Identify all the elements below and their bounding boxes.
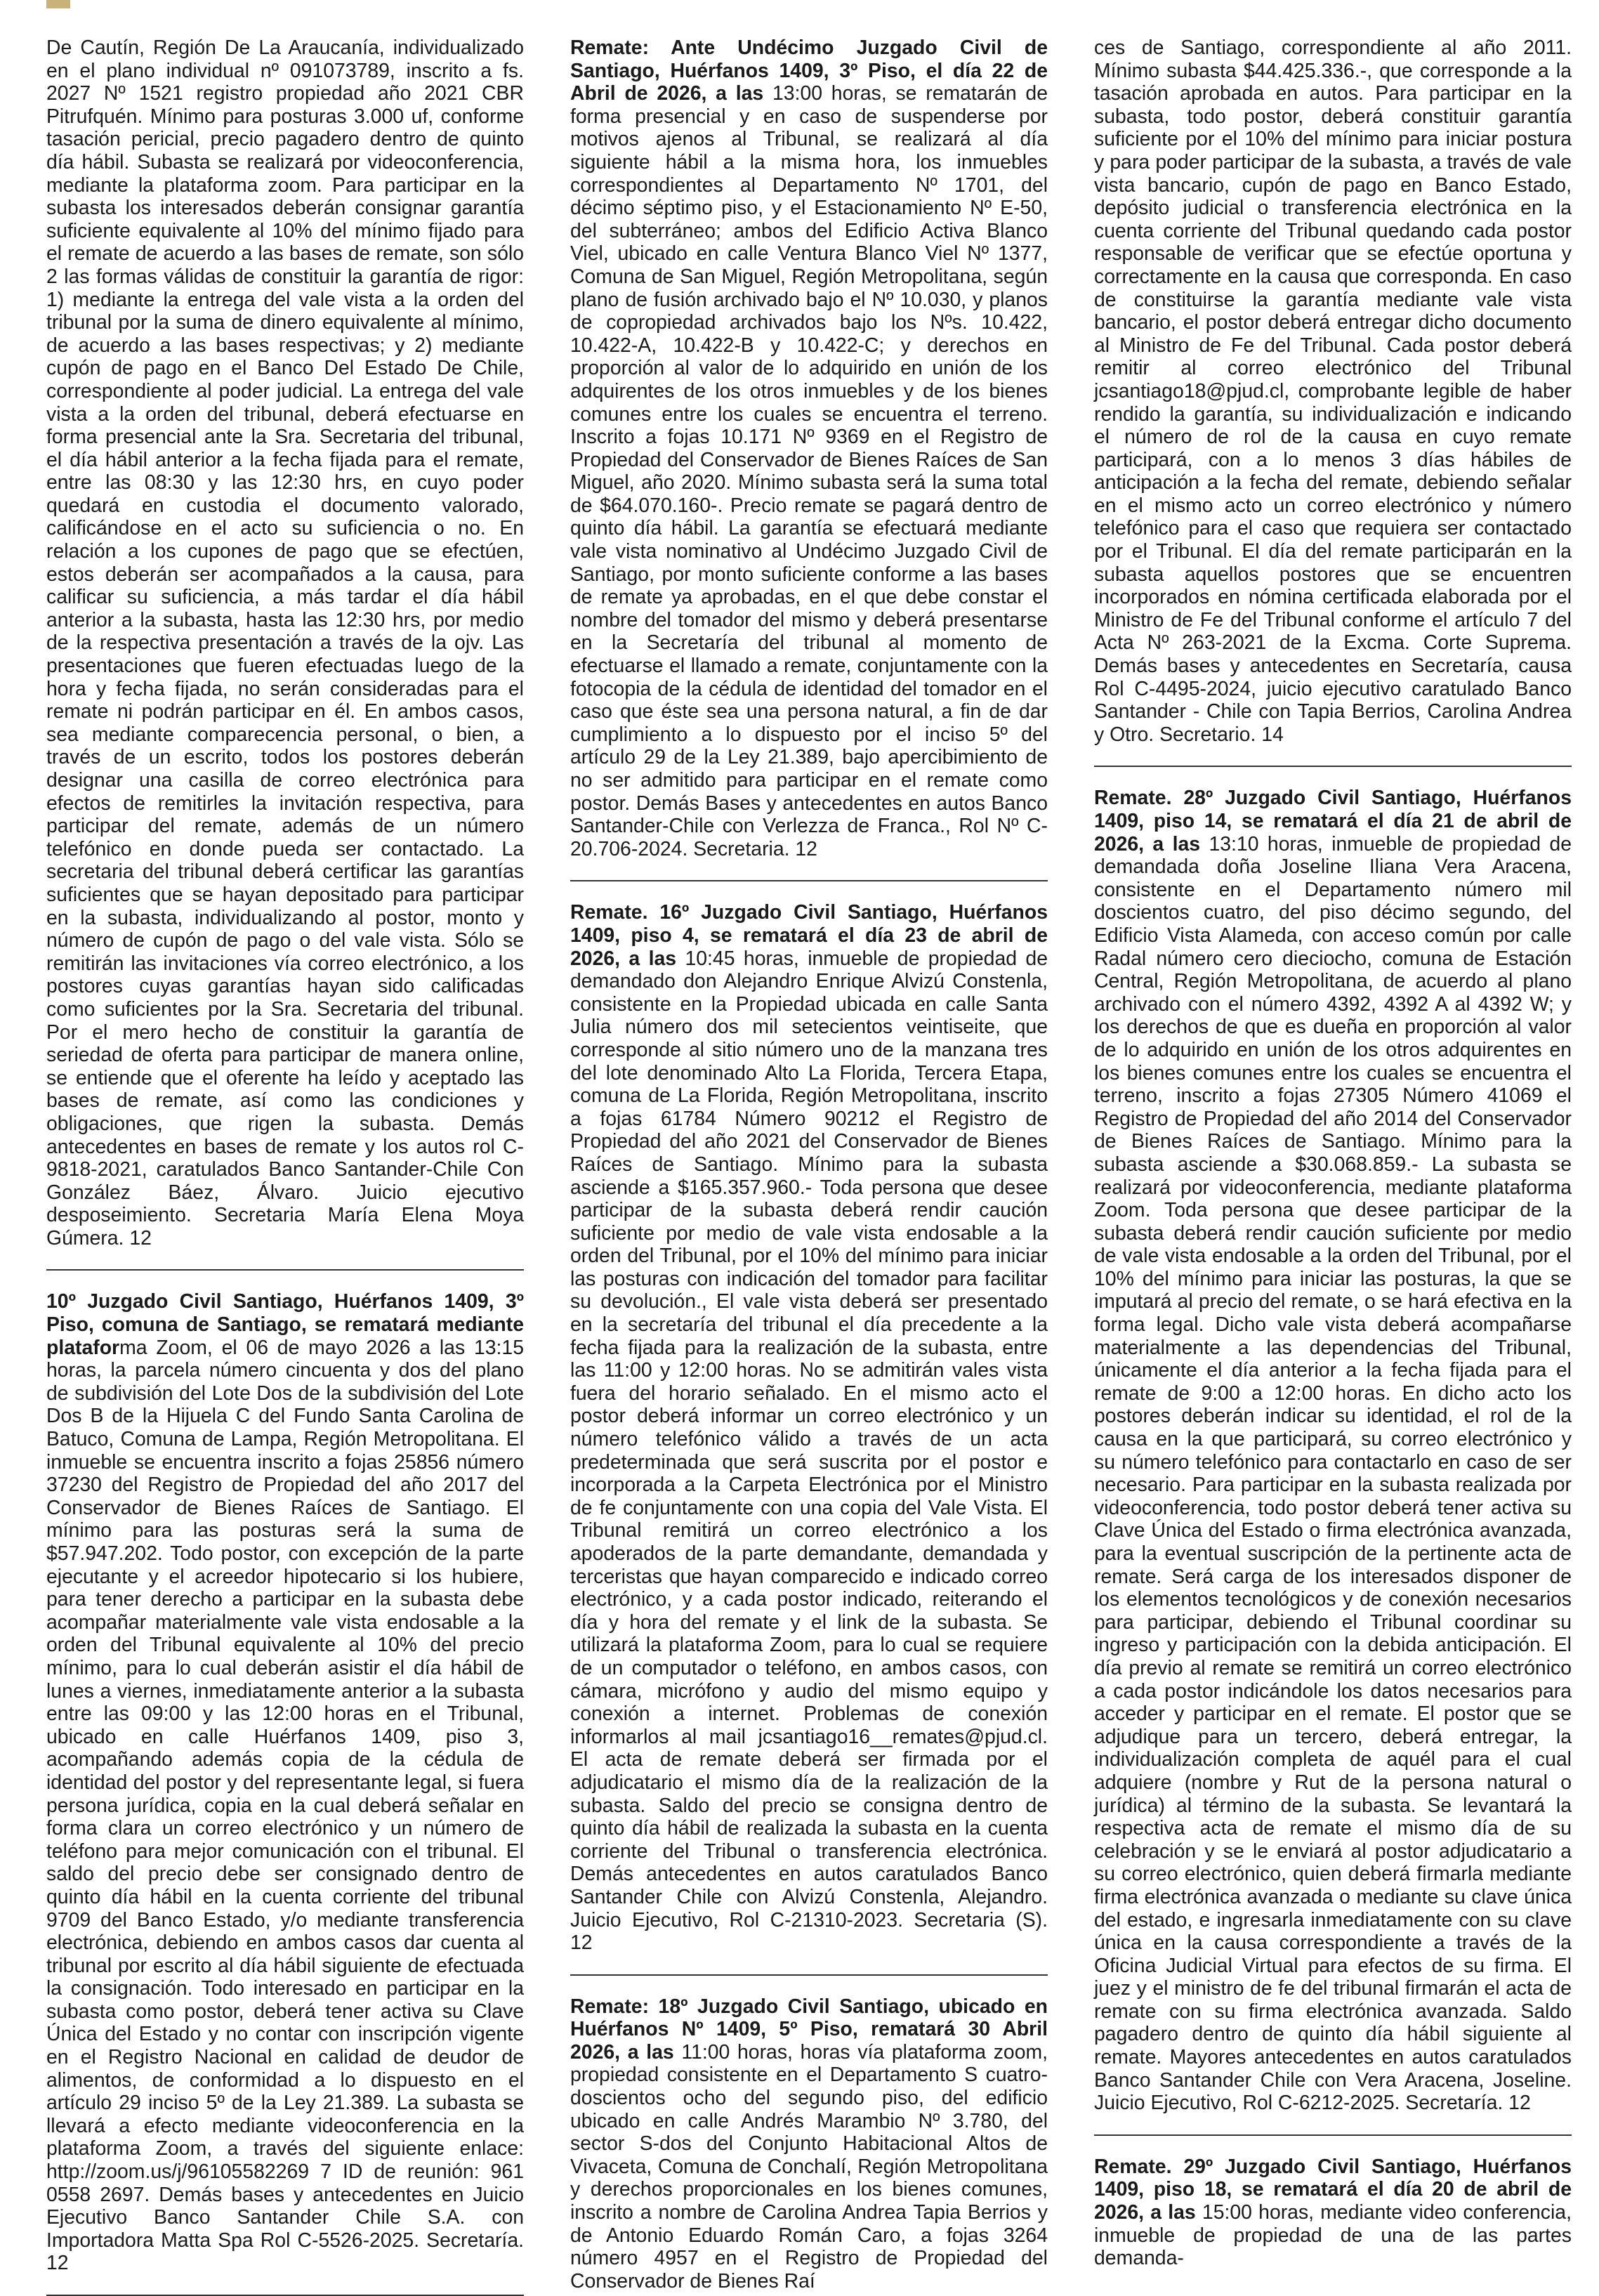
notice-divider <box>570 1974 1048 1976</box>
notice <box>570 37 1048 860</box>
column-1 <box>46 37 524 2275</box>
notice-body: 11:00 horas, horas vía plataforma zoom, propiedad consistente en el Departamento S cuatro-doscientos ocho del segundo piso, del edificio ubicado en calle Andrés Marambio Nº 3.780, del sector S-dos del Conjunto Habitacional Altos de Vivaceta, Comuna de Conchalí, Región Metropolitana y derechos proporcionales en los bienes comunes, inscrito a nombre de Carolina Andrea Tapia Berrios y de Antonio Eduardo Román Caro, a fojas 3264 número 4957 en el Registro de Propiedad del Conservador de Bienes Raí <box>570 2040 1048 2292</box>
corner-marker <box>46 0 70 8</box>
notice-body: 13:10 horas, inmueble de propiedad de demandada doña Joseline Iliana Vera Aracena, consistente en el Departamento número mil doscientos cuatro, del piso décimo segundo, del Edificio Vista Alameda, con acceso común por calle Radal número cero dieciocho, comuna de Estación Central, Región Metropolitana, de acuerdo al plano archivado con el número 4392, 4392 A al 4392 W; y los derechos de que es dueña en proporción al valor de lo adquirido en unión de los otros adquirentes en los bienes comunes entre los cuales se encuentra el terreno, inscrito a fojas 27305 Número 41069 el Registro de Propiedad del año 2014 del Conservador de Bienes Raíces de Santiago. Mínimo para la subasta asciende a $30.068.859.- La subasta se realizará por videoconferencia, mediante plataforma Zoom. Toda persona que desee participar de la subasta deberá rendir caución suficiente por medio de vale vista endosable a la orden del Tribunal, por el 10% del mínimo para iniciar las posturas, la que se imputará al precio del remate, o se hará efectiva en la forma legal. Dicho vale vista deberá acompañarse materialmente a las dependencias del Tribunal, únicamente el día anterior a la fecha fijada para el remate de 9:00 a 12:00 horas. En dicho acto los postores deberán indicar su identidad, el rol de la causa en la que participará, su correo electrónico y su número telefónico para contactarlo en caso de ser necesario. Para participar en la subasta realizada por videoconferencia, todo postor deberá tener activa su Clave Única del Estado o firma electrónica avanzada, para la eventual suscripción de la pertinente acta de remate. Será carga de los interesados disponer de los elementos tecnológicos y de conexión necesarios para participar, debiendo el Tribunal coordinar su ingreso y participación con la debida anticipación. El día previo al remate se remitirá un correo electrónico a cada postor indicándole los datos necesarios para acceder y participar en el remate. El postor que se adjudique para un tercero, deberá entregar, la individualización completa de aquél para el cual adquiere (nombre y Rut de la persona natural o jurídica) al término de la subasta. Se levantará la respectiva acta de remate el mismo día de su celebración y se le enviará al postor adjudicatario a su correo electrónico, quien deberá firmarla mediante firma electrónica avanzada o mediante su clave única del estado, e ingresarla inmediatamente con su clave única en la causa correspondiente a través de la Oficina Judicial Virtual para efectos de su firma. El juez y el ministro de fe del tribunal firmarán el acta de remate con su firma electrónica avanzada. Saldo pagadero dentro de quinto día hábil siguiente al remate. Mayores antecedentes en autos caratulados Banco Santander Chile con Vera Aracena, Joseline. Juicio Ejecutivo, Rol C-6212-2025. Secretaría. 12 <box>1094 832 1572 2115</box>
notice-divider <box>46 1269 524 1271</box>
notice-heading: 10º Juzgado Civil Santiago, Huérfanos 1409, 3º Piso, comuna de Santiago, se rematará mediante platafor <box>46 1290 524 1359</box>
notice <box>46 1290 524 2275</box>
notice-divider <box>1094 766 1572 767</box>
notice-heading: Remate. 16º Juzgado Civil Santiago, Huérfanos 1409, piso 4, se rematará el día 23 de abril de 2026, a las <box>570 901 1048 970</box>
notice-divider <box>1094 2134 1572 2136</box>
column-3 <box>1094 37 1572 2270</box>
column-2 <box>570 37 1048 2292</box>
notice-body: 15:00 horas, mediante video conferencia, inmueble de propiedad de una de las partes demanda- <box>1094 2201 1572 2270</box>
notice-body: 13:00 horas, se rematarán de forma presencial y en caso de suspenderse por motivos ajenos al Tribunal, se realizará al día siguiente hábil a la misma hora, los inmuebles correspondientes al Departamento Nº 1701, del décimo séptimo piso, y el Estacionamiento Nº E-50, del subterráneo; ambos del Edificio Activa Blanco Viel, ubicado en calle Ventura Blanco Viel Nº 1377, Comuna de San Miguel, Región Metropolitana, según plano de fusión archivado bajo el Nº 10.030, y planos de copropiedad archivados bajo los Nºs. 10.422, 10.422-A, 10.422-B y 10.422-C; y derechos en proporción al valor de lo adquirido en unión de los adquirentes de los otros inmuebles y de los bienes comunes entre los cuales se encuentra el terreno. Inscrito a fojas 10.171 Nº 9369 en el Registro de Propiedad del Conservador de Bienes Raíces de San Miguel, año 2020. Mínimo subasta será la suma total de $64.070.160-. Precio remate se pagará dentro de quinto día hábil. La garantía se efectuará mediante vale vista nominativo al Undécimo Juzgado Civil de Santiago, por monto suficiente conforme a las bases de remate ya aprobadas, en el que debe constar el nombre del tomador del mismo y deberá presentarse en la Secretaría del tribunal al momento de efectuarse el llamado a remate, conjuntamente con la fotocopia de la cédula de identidad del tomador en el caso que éste sea una persona natural, a fin de dar cumplimiento a lo dispuesto por el inciso 5º del artículo 29 de la Ley 21.389, bajo apercibimiento de no ser admitido para participar en el remate como postor. Demás Bases y antecedentes en autos Banco Santander-Chile con Verlezza de Franca., Rol Nº C-20.706-2024. Secretaria. 12 <box>570 82 1048 860</box>
notice-body: 10:45 horas, inmueble de propiedad de demandado don Alejandro Enrique Alvizú Constenla, consistente en la Propiedad ubicada en calle Santa Julia número dos mil setecientos veintiseite, que corresponde al sitio número uno de la manzana tres del lote denominado Alto La Florida, Tercera Etapa, comuna de La Florida, Región Metropolitana, inscrito a fojas 61784 Número 90212 el Registro de Propiedad del año 2021 del Conservador de Bienes Raíces de Santiago. Mínimo para la subasta asciende a $165.357.960.- Toda persona que desee participar de la subasta deberá rendir caución suficiente por medio de vale vista endosable a la orden del Tribunal, por el 10% del mínimo para iniciar las posturas con indicación del tomador para facilitar su devolución., El vale vista deberá ser presentado en la secretaría del tribunal el día precedente a la fecha fijada para la realización de la subasta, entre las 11:00 y 12:00 horas. No se admitirán vales vista fuera del horario señalado. En el mismo acto el postor deberá informar un correo electrónico y un número telefónico válido a través de un acta predeterminada que será suscrita por el postor e incorporada a la Carpeta Electrónica por el Ministro de fe conjuntamente con una copia del Vale Vista. El Tribunal remitirá un correo electrónico a los apoderados de la parte demandante, demandada y terceristas que hayan comparecido e indicado correo electrónico, y a cada postor indicado, reiterando el día y hora del remate y el link de la subasta. Se utilizará la plataforma Zoom, para lo cual se requiere de un computador o teléfono, en ambos casos, con cámara, micrófono y audio del mismo equipo y conexión a internet. Problemas de conexión informarlos al mail jcsantiago16__remates@pjud.cl. El acta de remate deberá ser firmada por el adjudicatario el mismo día de la realización de la subasta. Saldo del precio se consigna dentro de quinto día hábil de realizada la subasta en la cuenta corriente del Tribunal o transferencia electrónica. Demás antecedentes en autos caratulados Banco Santander Chile con Alvizú Constenla, Alejandro. Juicio Ejecutivo, Rol C-21310-2023. Secretaria (S). 12 <box>570 947 1048 1955</box>
notice-divider <box>570 880 1048 881</box>
notice <box>570 901 1048 1954</box>
notice <box>46 37 524 1249</box>
notice <box>1094 787 1572 2114</box>
notice-heading: Remate. 29º Juzgado Civil Santiago, Huérfanos 1409, piso 18, se rematará el día 20 de abril de 2026, a las <box>1094 2155 1572 2224</box>
notice <box>1094 37 1572 746</box>
notice-heading: Remate: Ante Undécimo Juzgado Civil de Santiago, Huérfanos 1409, 3º Piso, el día 22 de Abril de 2026, a las <box>570 37 1048 105</box>
notice-body: De Cautín, Región De La Araucanía, individualizado en el plano individual nº 091073789, inscrito a fs. 2027 Nº 1521 registro propiedad año 2021 CBR Pitrufquén. Mínimo para posturas 3.000 uf, conforme tasación pericial, precio pagadero dentro de quinto día hábil. Subasta se realizará por videoconferencia, mediante la plataforma zoom. Para participar en la subasta los interesados deberán consignar garantía suficiente equivalente al 10% del mínimo fijado para el remate de acuerdo a las bases de remate, son sólo 2 las formas válidas de constituir la garantía de rigor: 1) mediante la entrega del vale vista a la orden del tribunal por la suma de dinero equivalente al mínimo, de acuerdo a las bases respectivas; y 2) mediante cupón de pago en el Banco Del Estado De Chile, correspondiente al poder judicial. La entrega del vale vista a la orden del tribunal, deberá efectuarse en forma presencial ante la Sra. Secretaria del tribunal, el día hábil anterior a la fecha fijada para el remate, entre las 08:30 y las 12:30 hrs, en cuyo poder quedará en custodia el documento valorado, calificándose en el acto su suficiencia o no. En relación a los cupones de pago que se efectúen, estos deberán ser acompañados a la causa, para calificar su suficiencia, a más tardar el día hábil anterior a la subasta, hasta las 12:30 hrs, por medio de la respectiva presentación a través de la ojv. Las presentaciones que fueren efectuadas luego de la hora y fecha fijada, no serán consideradas para el remate ni podrán participar en él. En ambos casos, sea mediante comparecencia personal, o bien, a través de un escrito, todos los postores deberán designar una casilla de correo electrónica para efectos de remitirles la invitación respectiva, para participar del remate, además de un número telefónico en donde pueda ser contactado. La secretaria del tribunal deberá certificar las garantías suficientes que se hayan depositado para participar en la subasta, individualizando al postor, monto y número de cupón de pago o del vale vista. Sólo se remitirán las invitaciones vía correo electrónico, a los postores cuyas garantías hayan sido calificadas como suficientes por la Sra. Secretaria del tribunal. Por el mero hecho de constituir la garantía de seriedad de oferta para participar de manera online, se entiende que el oferente ha leído y aceptado las bases de remate, así como las condiciones y obligaciones, que rigen la subasta. Demás antecedentes en bases de remate y los autos rol C-9818-2021, caratulados Banco Santander-Chile Con González Báez, Álvaro. Juicio ejecutivo desposeimiento. Secretaria María Elena Moya Gúmera. 12 <box>46 37 524 1249</box>
notice-heading: Remate: 18º Juzgado Civil Santiago, ubicado en Huérfanos Nº 1409, 5º Piso, rematará 30 Abril 2026, a las <box>570 1995 1048 2064</box>
notice <box>1094 2156 1572 2270</box>
classified-columns <box>46 37 1572 2292</box>
notice-body: ces de Santiago, correspondiente al año 2011. Mínimo subasta $44.425.336.-, que corresponde a la tasación aprobada en autos. Para participar en la subasta, todo postor, deberá constituir garantía suficiente por el 10% del mínimo para iniciar postura y para poder participar de la subasta, a través de vale vista bancario, cupón de pago en Banco Estado, depósito judicial o transferencia electrónica en la cuenta corriente del Tribunal quedando cada postor responsable de verificar que se efectúe oportuna y correctamente en la causa que corresponda. En caso de constituirse la garantía mediante vale vista bancario, el postor deberá entregar dicho documento al Ministro de Fe del Tribunal. Cada postor deberá remitir al correo electrónico del Tribunal jcsantiago18@pjud.cl, comprobante legible de haber rendido la garantía, su individualización e indicando el número de rol de la causa en cuyo remate participará, con a lo menos 3 días hábiles de anticipación a la fecha del remate, debiendo señalar en el mismo acto un correo electrónico y número telefónico para el caso que requiera ser contactado por el Tribunal. El día del remate participarán en la subasta aquellos postores que se encuentren incorporados en nómina certificada elaborada por el Ministro de Fe del Tribunal conforme el artículo 7 del Acta Nº 263-2021 de la Excma. Corte Suprema. Demás bases y antecedentes en Secretaría, causa Rol C-4495-2024, juicio ejecutivo caratulado Banco Santander - Chile con Tapia Berrios, Carolina Andrea y Otro. Secretario. 14 <box>1094 37 1572 746</box>
notice <box>570 1995 1048 2293</box>
notice-heading: Remate. 28º Juzgado Civil Santiago, Huérfanos 1409, piso 14, se rematará el día 21 de abril de 2026, a las <box>1094 787 1572 855</box>
notice-body: ma Zoom, el 06 de mayo 2026 a las 13:15 horas, la parcela número cincuenta y dos del plano de subdivisión del Lote Dos de la subdivisión del Lote Dos B de la Hijuela C del Fundo Santa Carolina de Batuco, Comuna de Lampa, Región Metropolitana. El inmueble se encuentra inscrito a fojas 25856 número 37230 del Registro de Propiedad del año 2017 del Conservador de Bienes Raíces de Santiago. El mínimo para las posturas será la suma de $57.947.202. Todo postor, con excepción de la parte ejecutante y el acreedor hipotecario si los hubiere, para tener derecho a participar en la subasta debe acompañar materialmente vale vista endosable a la orden del Tribunal equivalente al 10% del precio mínimo, para lo cual deberán asistir el día hábil de lunes a viernes, inmediatamente anterior a la subasta entre las 09:00 y las 12:00 horas en el Tribunal, ubicado en calle Huérfanos 1409, piso 3, acompañando además copia de la cédula de identidad del postor y del representante legal, si fuera persona jurídica, copia en la cual deberá señalar en forma clara un correo electrónico y un número de teléfono para mejor comunicación con el tribunal. El saldo del precio debe ser consignado dentro de quinto día hábil en la cuenta corriente del tribunal 9709 del Banco Estado, y/o mediante transferencia electrónica, debiendo en ambos casos dar cuenta al tribunal por escrito al día hábil siguiente de efectuada la consignación. Todo interesado en participar en la subasta como postor, deberá tener activa su Clave Única del Estado y no contar con inscripción vigente en el Registro Nacional en calidad de deudor de alimentos, de conformidad a lo dispuesto en el artículo 29 inciso 5º de la Ley 21.389. La subasta se llevará a efecto mediante videoconferencia en la plataforma Zoom, a través del siguiente enlace: http://zoom.us/j/96105582269 7 ID de reunión: 961 0558 2697. Demás bases y antecedentes en Juicio Ejecutivo Banco Santander Chile S.A. con Importadora Matta Spa Rol C-5526-2025. Secretaría. 12 <box>46 1336 524 2275</box>
